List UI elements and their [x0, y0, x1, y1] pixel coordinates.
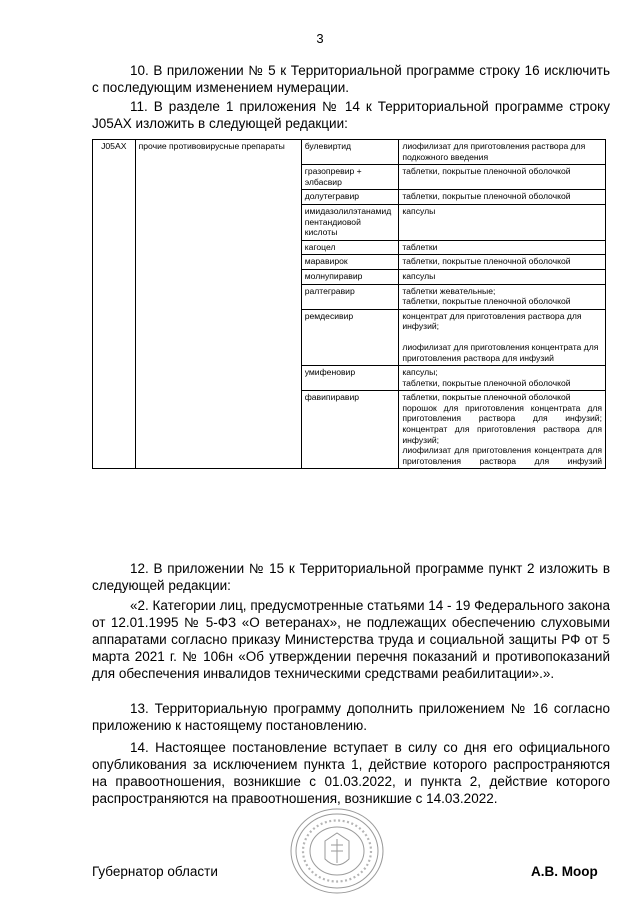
dosage-form-cell — [399, 391, 606, 469]
dosage-form-cell — [399, 165, 606, 190]
table-row — [93, 140, 606, 165]
drug-name-cell: долутегравир — [301, 190, 399, 205]
official-seal-icon — [287, 805, 387, 897]
paragraph-11: 11. В разделе 1 приложения № 14 к Территориальной программе строку J05AX изложить в следующей редакции: — [92, 99, 610, 131]
dosage-form-line: таблетки, покрытые пленочной оболочкой — [402, 392, 571, 403]
paragraph-14: 14. Настоящее постановление вступает в силу со дня его официального опубликования за исключением пункта 1, действие которого распространяются на правоотношения, возникшие с 01.03.2022, и пункта 2, действие которого распространяются на правоотношения, возникшие с 14.03.2022. — [92, 740, 610, 806]
dosage-form-cell — [399, 284, 606, 309]
signer-name: А.В. Моор — [531, 864, 598, 879]
dosage-form-cell — [399, 269, 606, 284]
dosage-form-line: концентрат для приготовления раствора для инфузий; — [402, 424, 602, 445]
dosage-form-cell — [399, 240, 606, 255]
dosage-form-line: таблетки, покрытые пленочной оболочкой — [402, 166, 571, 177]
drug-group-cell: прочие противовирусные препараты — [135, 140, 301, 469]
dosage-form-line: концентрат для приготовления раствора для инфузий; — [402, 310, 582, 332]
quoted-amendment: «2. Категории лиц, предусмотренные статьями 14 - 19 Федерального закона от 12.01.1995 № 5-ФЗ «О ветеранах», не подлежащих обеспечению слуховыми аппаратами согласно приказу Министерства труда и социальной защиты РФ от 5 марта 2021 г. № 106н «Об утверждении перечня показаний и противопоказаний для обеспечения инвалидов техническими средствами реабилитации».». — [92, 598, 610, 681]
drug-name-cell: фавипиравир — [301, 391, 399, 469]
drug-name-cell: умифеновир — [301, 366, 399, 391]
dosage-form-line: капсулы; — [402, 367, 438, 378]
paragraph-10: 10. В приложении № 5 к Территориальной программе строку 16 исключить с последующим изменением нумерации. — [92, 63, 610, 95]
dosage-form-line: лиофилизат для приготовления концентрата для приготовления раствора для инфузий — [402, 445, 602, 466]
drug-name-cell: маравирок — [301, 255, 399, 270]
dosage-form-cell — [399, 190, 606, 205]
dosage-form-cell — [399, 255, 606, 270]
dosage-form-cell — [399, 366, 606, 391]
dosage-form-line: таблетки, покрытые пленочной оболочкой — [402, 296, 571, 307]
dosage-form-line: таблетки жевательные; — [402, 285, 496, 296]
dosage-form-line: лиофилизат для приготовления концентрата для приготовления раствора для инфузий — [402, 341, 599, 363]
dosage-form-line: таблетки, покрытые пленочной оболочкой — [402, 191, 571, 202]
dosage-form-line: порошок для приготовления концентрата для приготовления раствора для инфузий; — [402, 402, 602, 424]
drug-name-cell: ралтегравир — [301, 284, 399, 309]
atc-code-cell: J05AX — [93, 140, 136, 469]
drug-name-cell: гразопревир + элбасвир — [301, 165, 399, 190]
page-number: 3 — [316, 31, 324, 46]
drug-name-cell: булевиртид — [301, 140, 399, 165]
paragraph-13: 13. Территориальную программу дополнить приложением № 16 согласно приложению к настоящему постановлению. — [92, 701, 610, 733]
signer-title: Губернатор области — [92, 864, 218, 879]
paragraph-12: 12. В приложении № 15 к Территориальной программе пункт 2 изложить в следующей редакции: — [92, 561, 610, 593]
drug-name-cell: ремдесивир — [301, 309, 399, 365]
dosage-form-line: таблетки, покрытые пленочной оболочкой — [402, 377, 571, 388]
drug-name-cell: кагоцел — [301, 240, 399, 255]
drug-table-body — [93, 140, 606, 469]
dosage-form-line: капсулы — [402, 205, 436, 216]
drug-name-cell: молнупиравир — [301, 269, 399, 284]
dosage-form-cell — [399, 140, 606, 165]
dosage-form-line: таблетки, покрытые пленочной оболочкой — [402, 256, 571, 267]
dosage-form-line: таблетки — [402, 241, 438, 252]
dosage-form-line: капсулы — [402, 270, 436, 281]
drug-name-cell: имидазолилэтанамид пентандиовой кислоты — [301, 204, 399, 240]
dosage-form-cell — [399, 309, 606, 365]
dosage-form-cell — [399, 204, 606, 240]
dosage-form-line: лиофилизат для приготовления раствора для подкожного введения — [402, 141, 586, 162]
drug-table — [92, 139, 606, 469]
